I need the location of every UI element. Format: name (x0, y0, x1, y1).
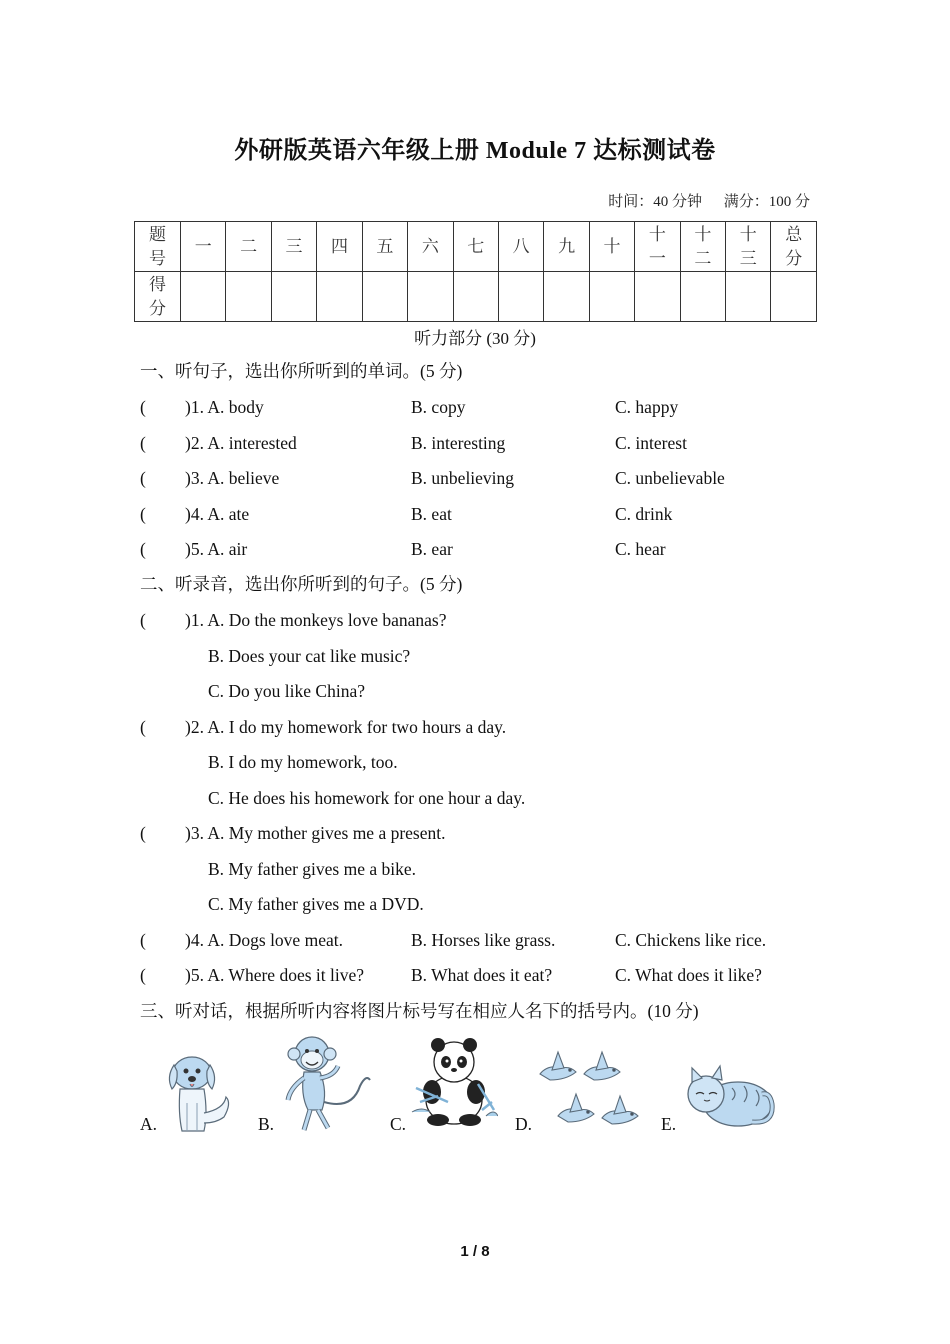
option-b: B. Does your cat like music? (208, 646, 411, 666)
score-cell[interactable] (498, 272, 543, 322)
option-a: )2. A. I do my homework for two hours a day. (185, 717, 507, 737)
option-b: B. eat (411, 504, 452, 524)
score-table-header (226, 222, 271, 272)
score-cell[interactable] (271, 272, 316, 322)
header-4: 四 (330, 236, 348, 256)
option-a: )1. A. Do the monkeys love bananas? (185, 610, 447, 630)
score-table-score-row (135, 272, 817, 322)
header-8: 八 (512, 236, 530, 256)
score-table-header-row (135, 222, 817, 272)
header-13: 十三 (739, 224, 757, 268)
picture-label-c: C. (390, 1114, 407, 1134)
option-a: )3. A. My mother gives me a present. (185, 823, 446, 843)
score-table-header (771, 222, 817, 272)
option-c: C. interest (615, 433, 687, 453)
score-table-header (271, 222, 316, 272)
option-b: B. My father gives me a bike. (208, 859, 417, 879)
score-table-row2-label (135, 272, 181, 322)
birds-icon (536, 1046, 646, 1132)
header-1: 一 (194, 236, 212, 256)
monkey-icon (282, 1030, 374, 1134)
header-5: 五 (376, 236, 394, 256)
page-number: 1 / 8 (460, 1243, 490, 1260)
option-c: C. unbelievable (615, 468, 725, 488)
score-cell[interactable] (635, 272, 680, 322)
header-9: 九 (558, 236, 576, 256)
header-7: 七 (467, 236, 485, 256)
answer-paren: ( (140, 610, 146, 630)
option-c: C. hear (615, 539, 666, 559)
score-table-header (362, 222, 407, 272)
header-12: 十二 (694, 224, 712, 268)
answer-paren: ( (140, 468, 146, 488)
header-3: 三 (285, 236, 303, 256)
score-table-row1-label (135, 222, 181, 272)
part1-heading: 一、听句子，选出你所听到的单词。(5 分) (140, 361, 463, 381)
score-table-header (498, 222, 543, 272)
panda-icon (408, 1036, 498, 1128)
answer-paren: ( (140, 504, 146, 524)
option-c: C. drink (615, 504, 673, 524)
score-cell[interactable] (181, 272, 226, 322)
option-a: )5. A. Where does it live? (185, 965, 364, 985)
score-table-header (453, 222, 498, 272)
option-a: )5. A. air (185, 539, 248, 559)
score-cell[interactable] (226, 272, 271, 322)
option-b: B. unbelieving (411, 468, 515, 488)
option-c: C. Chickens like rice. (615, 930, 767, 950)
header-11: 十一 (648, 224, 666, 268)
option-c: C. He does his homework for one hour a day. (208, 788, 526, 808)
dog-icon (160, 1043, 240, 1135)
option-b: B. I do my homework, too. (208, 752, 398, 772)
option-a: )3. A. believe (185, 468, 280, 488)
answer-paren: ( (140, 965, 146, 985)
answer-paren: ( (140, 397, 146, 417)
picture-label-e: E. (661, 1114, 677, 1134)
option-b: B. Horses like grass. (411, 930, 556, 950)
score-table (134, 221, 817, 322)
header-10: 十 (603, 236, 621, 256)
answer-paren: ( (140, 717, 146, 737)
score-table-header (680, 222, 725, 272)
row2-label-text: 得分 (149, 274, 166, 318)
score-table-header (726, 222, 771, 272)
score-table-header (408, 222, 453, 272)
option-a: )4. A. ate (185, 504, 250, 524)
header-total: 总分 (785, 224, 803, 268)
option-b: B. ear (411, 539, 453, 559)
picture-label-d: D. (515, 1114, 533, 1134)
option-b: B. interesting (411, 433, 506, 453)
score-table-header (589, 222, 634, 272)
score-table-header (181, 222, 226, 272)
option-c: C. happy (615, 397, 679, 417)
score-cell[interactable] (317, 272, 362, 322)
option-b: B. What does it eat? (411, 965, 553, 985)
option-b: B. copy (411, 397, 466, 417)
option-a: )1. A. body (185, 397, 264, 417)
time-limit: 时间：40 分钟 (608, 194, 702, 210)
option-c: C. My father gives me a DVD. (208, 894, 424, 914)
option-a: )2. A. interested (185, 433, 297, 453)
part3-heading: 三、听对话，根据所听内容将图片标号写在相应人名下的括号内。(10 分) (140, 1001, 699, 1021)
listening-section-header: 听力部分 (30 分) (414, 329, 536, 348)
score-table-header (544, 222, 589, 272)
cat-icon (682, 1064, 778, 1134)
option-c: C. Do you like China? (208, 681, 365, 701)
row1-label-text: 题号 (149, 224, 166, 268)
picture-label-b: B. (258, 1114, 275, 1134)
header-2: 二 (240, 236, 258, 256)
score-cell[interactable] (726, 272, 771, 322)
score-cell[interactable] (408, 272, 453, 322)
score-cell[interactable] (680, 272, 725, 322)
page-title: 外研版英语六年级上册 Module 7 达标测试卷 (234, 138, 716, 164)
full-score: 满分：100 分 (723, 194, 810, 210)
picture-label-a: A. (140, 1114, 158, 1134)
score-cell[interactable] (771, 272, 817, 322)
exam-meta (608, 190, 810, 211)
score-cell[interactable] (589, 272, 634, 322)
header-6: 六 (421, 236, 439, 256)
score-table-header (635, 222, 680, 272)
part2-heading: 二、听录音，选出你所听到的句子。(5 分) (140, 574, 463, 594)
answer-paren: ( (140, 539, 146, 559)
answer-paren: ( (140, 433, 146, 453)
score-cell[interactable] (362, 272, 407, 322)
score-cell[interactable] (544, 272, 589, 322)
option-a: )4. A. Dogs love meat. (185, 930, 343, 950)
score-cell[interactable] (453, 272, 498, 322)
answer-paren: ( (140, 930, 146, 950)
answer-paren: ( (140, 823, 146, 843)
option-c: C. What does it like? (615, 965, 762, 985)
score-table-header (317, 222, 362, 272)
